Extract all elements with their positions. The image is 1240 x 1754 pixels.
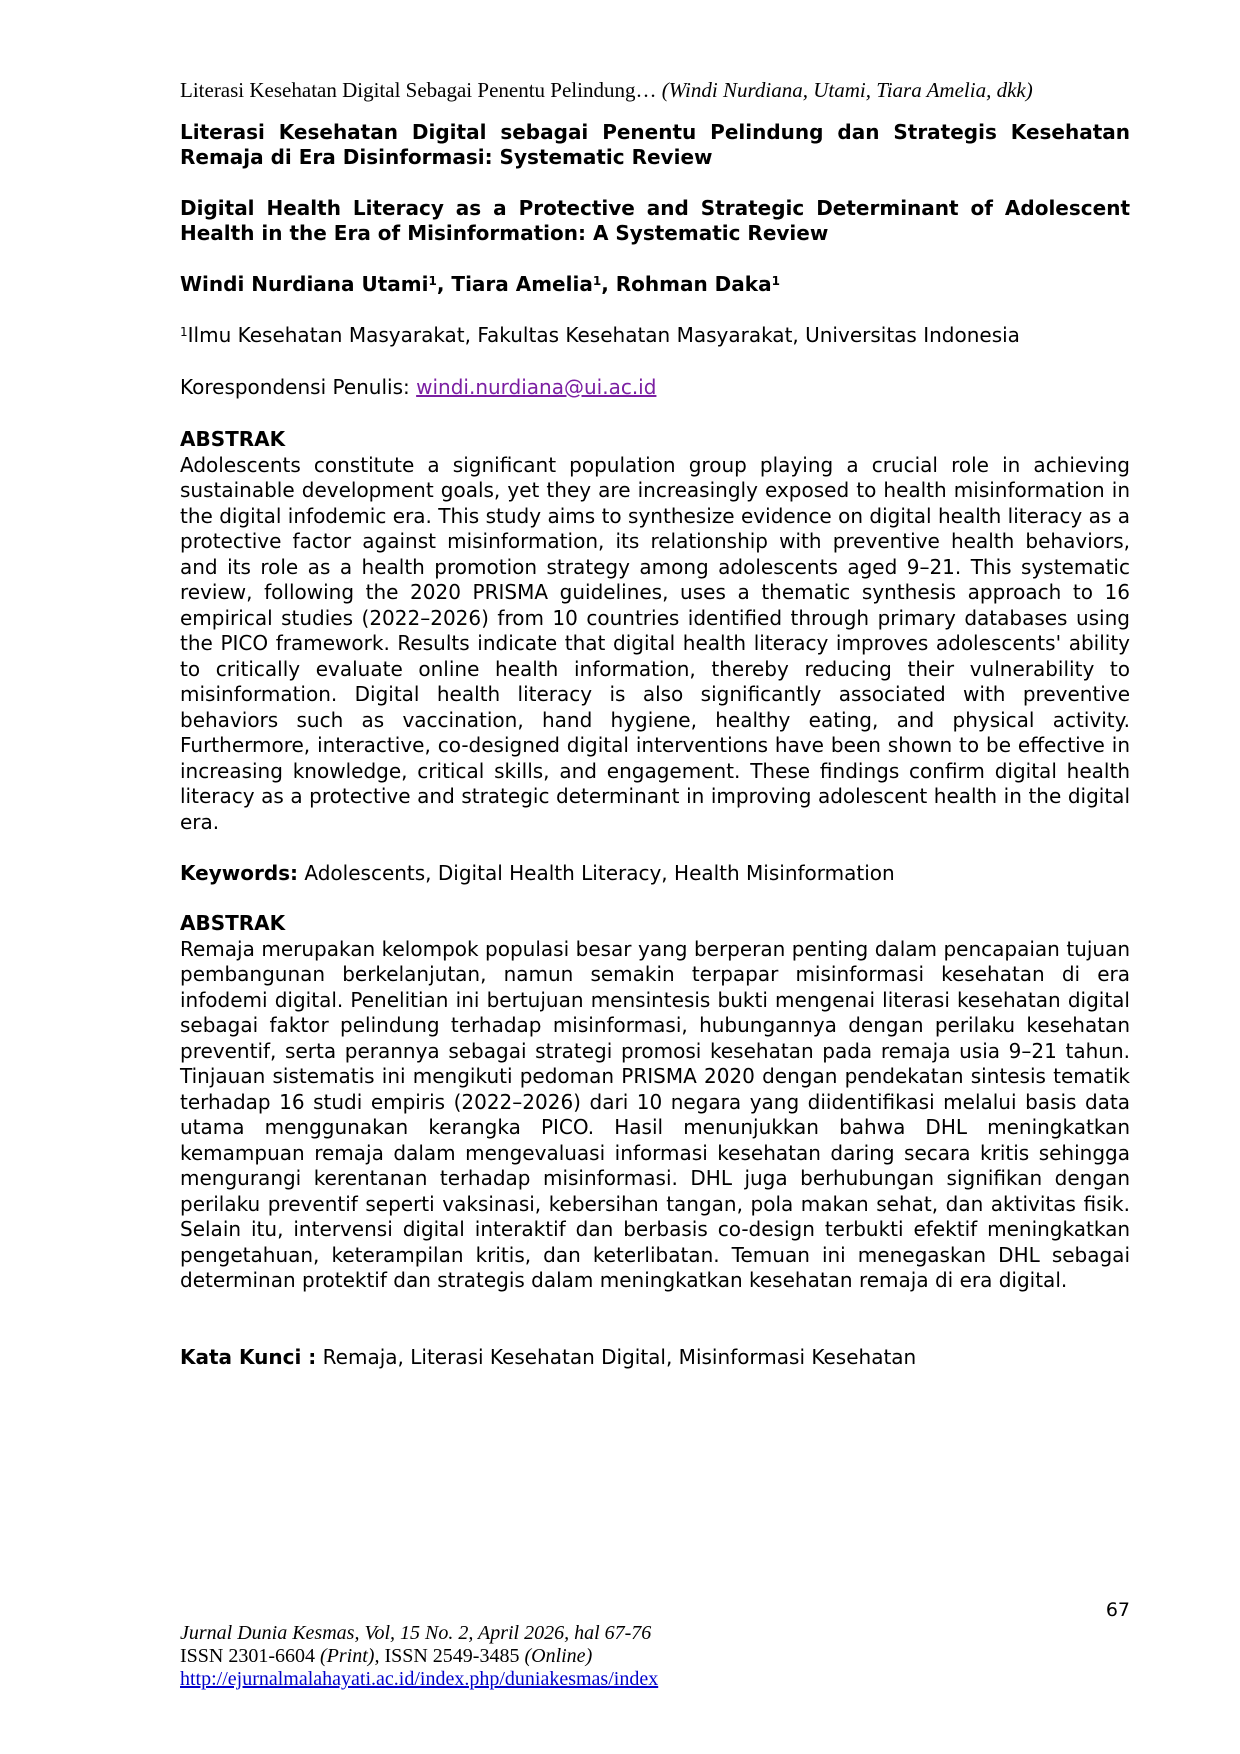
kata-kunci-label: Kata Kunci : bbox=[180, 1345, 317, 1369]
abstract-heading: ABSTRAK bbox=[180, 911, 286, 935]
issn-line bbox=[180, 1645, 880, 1668]
author-name: Windi Nurdiana Utami bbox=[180, 272, 429, 296]
running-header bbox=[180, 76, 1130, 104]
author-affiliation-marker: 1 bbox=[428, 274, 437, 288]
correspondence-label: Korespondensi Penulis: bbox=[180, 375, 417, 399]
issn-print: ISSN 2301-6604 bbox=[180, 1645, 321, 1667]
journal-footer bbox=[180, 1622, 880, 1691]
journal-url-link[interactable]: http://ejurnalmalahayati.ac.id/index.php/duniakesmas/index bbox=[180, 1668, 659, 1690]
kata-kunci-text: Remaja, Literasi Kesehatan Digital, Misinformasi Kesehatan bbox=[316, 1345, 917, 1369]
keywords-label: Keywords: bbox=[180, 861, 299, 885]
article-title-indonesian: Literasi Kesehatan Digital sebagai Penentu Pelindung dan Strategis Kesehatan Remaja di Era Disinformasi: Systematic Review bbox=[180, 120, 1130, 169]
abstract-indonesian bbox=[180, 911, 1130, 1294]
issn-online-label: (Online) bbox=[524, 1645, 593, 1667]
author-name: Rohman Daka bbox=[615, 272, 772, 296]
author-separator: , bbox=[436, 272, 452, 296]
author-name: Tiara Amelia bbox=[451, 272, 593, 296]
author-separator: , bbox=[601, 272, 616, 296]
keywords-text: Adolescents, Digital Health Literacy, Health Misinformation bbox=[298, 861, 895, 885]
article-title-english: Digital Health Literacy as a Protective and Strategic Determinant of Adolescent Health in the Era of Misinformation: A Systematic Review bbox=[180, 196, 1130, 245]
abstract-body: Remaja merupakan kelompok populasi besar yang berperan penting dalam pencapaian tujuan pembangunan berkelanjutan, namun semakin terpapar misinformasi kesehatan di era infodemi digital. Penelitian ini bertujuan mensintesis bukti mengenai literasi kesehatan digital sebagai faktor pelindung terhadap misinformasi, hubungannya dengan perilaku kesehatan preventif, serta perannya sebagai strategi promosi kesehatan pada remaja usia 9–21 tahun. Tinjauan sistematis ini mengikuti pedoman PRISMA 2020 dengan pendekatan sintesis tematik terhadap 16 studi empiris (2022–2026) dari 10 negara yang diidentifikasi melalui basis data utama menggunakan kerangka PICO. Hasil menunjukkan bahwa DHL meningkatkan kemampuan remaja dalam mengevaluasi informasi kesehatan daring secara kritis sehingga mengurangi kerentanan terhadap misinformasi. DHL juga berhubungan signifikan dengan perilaku preventif seperti vaksinasi, kebersihan tangan, pola makan sehat, dan aktivitas fisik. Selain itu, intervensi digital interaktif dan berbasis co-design terbukti efektif meningkatkan pengetahuan, keterampilan kritis, dan keterlibatan. Temuan ini menegaskan DHL sebagai determinan protektif dan strategis dalam meningkatkan kesehatan remaja di era digital. bbox=[180, 936, 1130, 1292]
abstract-english bbox=[180, 427, 1130, 835]
affiliation-marker: 1 bbox=[180, 325, 188, 339]
correspondence-email-link[interactable]: windi.nurdiana@ui.ac.id bbox=[416, 375, 657, 399]
author-affiliation-marker: 1 bbox=[592, 274, 602, 288]
keywords bbox=[180, 860, 1130, 886]
affiliation-text: Ilmu Kesehatan Masyarakat, Fakultas Kesehatan Masyarakat, Universitas Indonesia bbox=[187, 323, 1020, 347]
kata-kunci bbox=[180, 1344, 1130, 1370]
issn-print-label: (Print), bbox=[320, 1645, 380, 1667]
abstract-heading: ABSTRAK bbox=[180, 427, 286, 451]
page-number: 67 bbox=[1105, 1599, 1130, 1621]
journal-citation: Jurnal Dunia Kesmas, Vol, 15 No. 2, April 2026, hal 67-76 bbox=[180, 1622, 652, 1644]
abstract-body: Adolescents constitute a significant population group playing a crucial role in achieving sustainable development goals, yet they are increasingly exposed to health misinformation in the digital infodemic era. This study aims to synthesize evidence on digital health literacy as a protective factor against misinformation, its relationship with preventive health behaviors, and its role as a health promotion strategy among adolescents aged 9–21. This systematic review, following the 2020 PRISMA guidelines, uses a thematic synthesis approach to 16 empirical studies (2022–2026) from 10 countries identified through primary databases using the PICO framework. Results indicate that digital health literacy improves adolescents' ability to critically evaluate online health information, thereby reducing their vulnerability to misinformation. Digital health literacy is also significantly associated with preventive behaviors such as vaccination, hand hygiene, healthy eating, and physical activity. Furthermore, interactive, co-designed digital interventions have been shown to be effective in increasing knowledge, critical skills, and engagement. These findings confirm digital health literacy as a protective and strategic determinant in improving adolescent health in the digital era. bbox=[180, 452, 1130, 834]
running-header-title: Literasi Kesehatan Digital Sebagai Penentu Pelindung… bbox=[180, 78, 657, 102]
issn-online: ISSN 2549-3485 bbox=[379, 1645, 525, 1667]
affiliation bbox=[180, 322, 1130, 348]
running-header-authors: (Windi Nurdiana, Utami, Tiara Amelia, dkk) bbox=[661, 78, 1033, 102]
author-list bbox=[180, 271, 1130, 297]
author-affiliation-marker: 1 bbox=[771, 274, 780, 288]
correspondence bbox=[180, 374, 1130, 400]
